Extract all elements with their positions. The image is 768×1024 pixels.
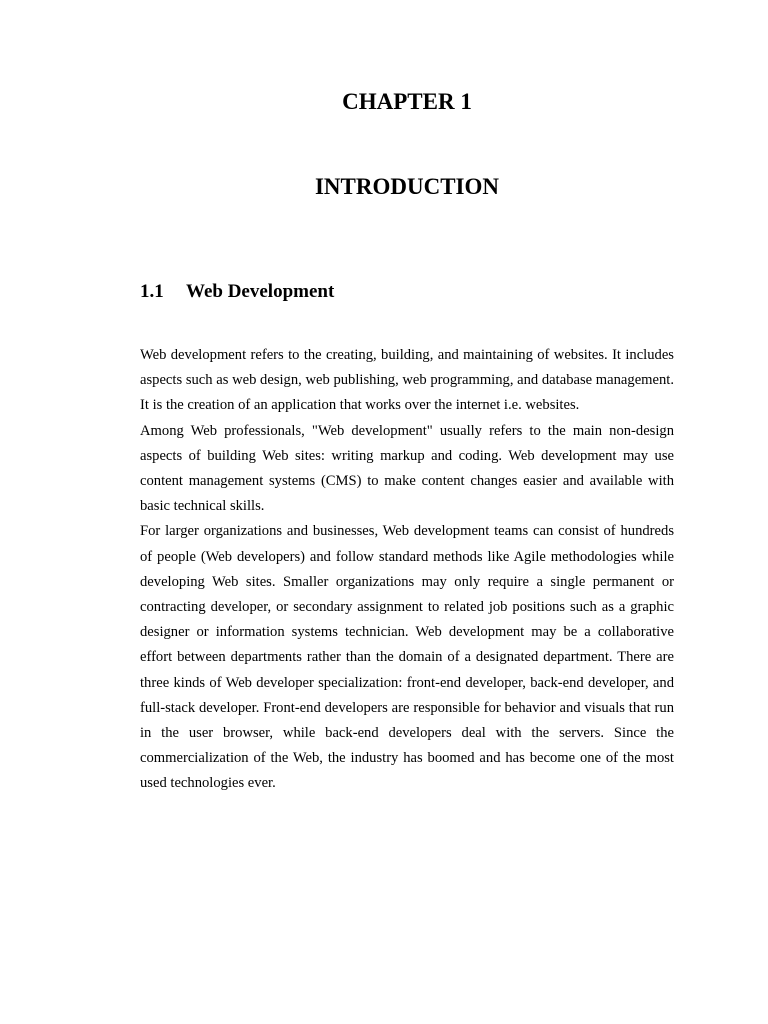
chapter-label: CHAPTER 1 xyxy=(342,89,472,114)
chapter-title: INTRODUCTION xyxy=(314,174,500,199)
paragraph: Web development refers to the creating, building, and maintaining of websites. It includes aspects such as web design, web publishing, web programming, and database management. It is the creation of an application that works over the internet i.e. websites. xyxy=(140,347,674,414)
section-title: Web Development xyxy=(186,281,335,302)
paragraph: For larger organizations and businesses, Web development teams can consist of hundreds of people (Web developers) and follow standard methods like Agile methodologies while developing Web sites. Smaller organizations may only require a single permanent or contracting developer, or secondary assignment to related job positions such as a graphic designer or information systems technician. Web development may be a collaborative effort between departments rather than the domain of a designated department. There are three kinds of Web developer specialization: front-end developer, back-end developer, and full-stack developer. Front-end developers are responsible for behavior and visuals that run in the user browser, while back-end developers deal with the servers. Since the commercialization of the Web, the industry has boomed and has become one of the most used technologies ever. xyxy=(140,523,674,792)
section-heading xyxy=(140,280,334,304)
section-number: 1.1 xyxy=(140,281,164,302)
section-body xyxy=(140,343,674,797)
paragraph: Among Web professionals, "Web development" usually refers to the main non-design aspects of building Web sites: writing markup and coding. Web development may use content management systems (CMS) to make content changes easier and available with basic technical skills. xyxy=(140,422,674,515)
